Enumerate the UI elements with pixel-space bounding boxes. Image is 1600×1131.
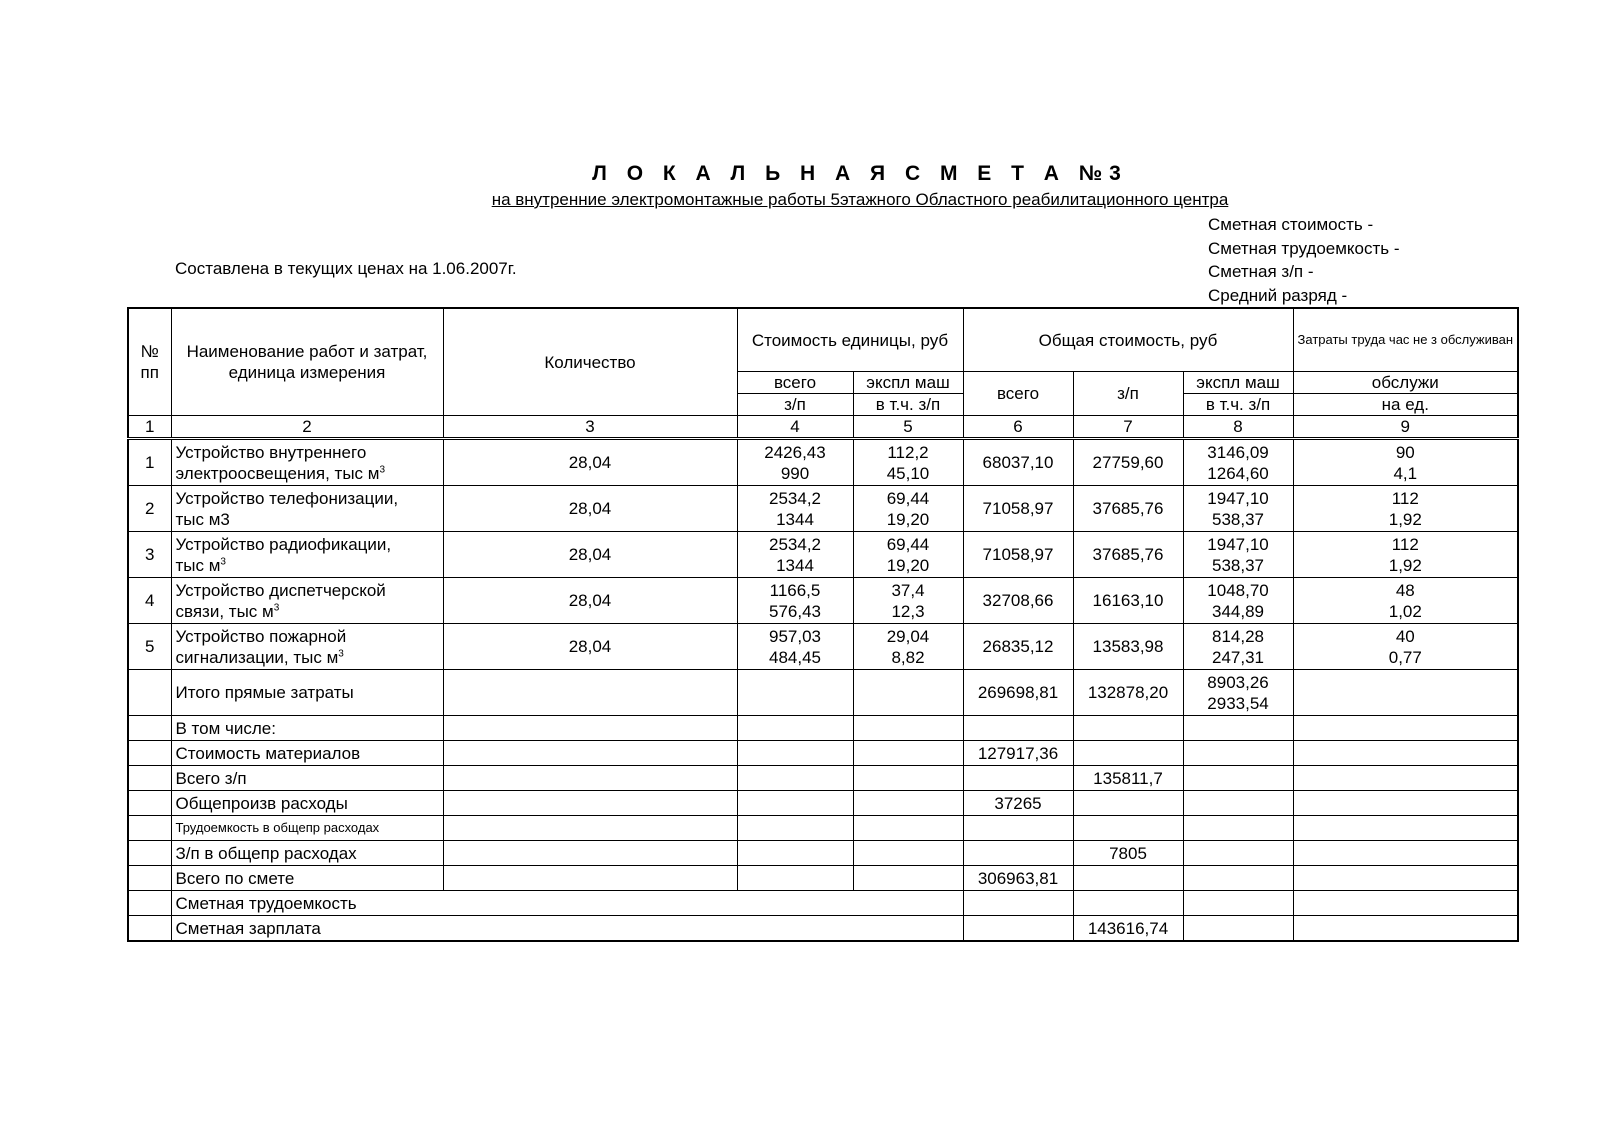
- row-labor-top: 112: [1391, 534, 1419, 554]
- row-name-superscript: 3: [220, 555, 226, 567]
- summary-empty: [1183, 816, 1293, 841]
- summary-empty: [1293, 816, 1518, 841]
- row-name: [171, 624, 443, 670]
- direct-total-all: 269698,81: [963, 670, 1073, 716]
- summary-empty: [853, 791, 963, 816]
- bottom-total-all: [963, 916, 1073, 942]
- bottom-empty: [1183, 891, 1293, 916]
- summary-row: [128, 841, 1518, 866]
- row-name: [171, 532, 443, 578]
- summary-wage: Сметная з/п -: [1208, 262, 1314, 281]
- row-labor-bottom: 0,77: [1388, 647, 1422, 667]
- row-total-ekspl-bottom: 538,37: [1212, 555, 1265, 575]
- header-total-ekspl: экспл маш: [1183, 372, 1293, 394]
- summary-empty: [443, 766, 737, 791]
- row-name-superscript: 3: [273, 601, 280, 613]
- summary-empty: [1183, 791, 1293, 816]
- row-unit-cost-bottom: 576,43: [769, 601, 821, 621]
- summary-empty: [737, 741, 853, 766]
- row-unit-cost: [737, 439, 853, 486]
- row-unit-ekspl: [853, 624, 963, 670]
- header-num: № пп: [128, 308, 171, 416]
- summary-empty: [1293, 866, 1518, 891]
- row-unit-cost: [737, 578, 853, 624]
- row-unit-cost-top: 2534,2: [769, 534, 821, 554]
- row-number: 2: [128, 486, 171, 532]
- row-name-line1: Устройство телефонизации,: [175, 488, 399, 508]
- summary-empty: [443, 716, 737, 741]
- table-row: [128, 578, 1518, 624]
- summary-empty: [1183, 716, 1293, 741]
- row-name: [171, 578, 443, 624]
- summary-empty: [1183, 866, 1293, 891]
- col-number: 2: [171, 416, 443, 439]
- summary-row: [128, 816, 1518, 841]
- header-name: Наименование работ и затрат, единица измерения: [171, 308, 443, 416]
- row-total-ekspl: [1183, 532, 1293, 578]
- row-labor-bottom: 1,92: [1388, 555, 1422, 575]
- summary-row: [128, 791, 1518, 816]
- summary-num: [128, 791, 171, 816]
- summary-empty: [737, 816, 853, 841]
- bottom-empty: [1293, 891, 1518, 916]
- summary-empty: [1183, 766, 1293, 791]
- row-unit-cost-bottom: 990: [780, 463, 810, 483]
- row-labor-top: 48: [1395, 580, 1415, 600]
- row-total-all: 71058,97: [963, 486, 1073, 532]
- row-name-superscript: 3: [379, 463, 386, 475]
- summary-total-zp: [1073, 741, 1183, 766]
- summary-total-zp: [1073, 716, 1183, 741]
- row-total-zp: 37685,76: [1073, 486, 1183, 532]
- row-name-line2: [176, 555, 439, 576]
- header-total-zp: з/п: [1073, 372, 1183, 416]
- bottom-empty: [1183, 916, 1293, 942]
- row-labor-top: 112: [1391, 488, 1419, 508]
- row-name-line1: Устройство пожарной: [175, 626, 347, 646]
- summary-empty: [443, 866, 737, 891]
- row-number: 5: [128, 624, 171, 670]
- bottom-row: [128, 916, 1518, 942]
- summary-row: [128, 866, 1518, 891]
- row-number: 3: [128, 532, 171, 578]
- summary-empty: [853, 841, 963, 866]
- row-name: [171, 439, 443, 486]
- row-total-ekspl-top: 814,28: [1212, 626, 1265, 646]
- summary-empty: [1183, 741, 1293, 766]
- row-name-line2: [176, 463, 439, 484]
- row-name-line1: Устройство радиофикации,: [175, 534, 392, 554]
- bottom-num: [128, 916, 171, 942]
- row-name-unit: электроосвещения, тыс м: [175, 463, 380, 483]
- header-obsl: обслужи: [1293, 372, 1518, 394]
- col-number: 8: [1183, 416, 1293, 439]
- row-total-ekspl: [1183, 624, 1293, 670]
- row-unit-ekspl-bottom: 8,82: [891, 647, 925, 667]
- row-total-ekspl: [1183, 486, 1293, 532]
- summary-num: [128, 866, 171, 891]
- summary-total-all: 306963,81: [963, 866, 1073, 891]
- row-name-line1: Устройство диспетчерской: [175, 580, 386, 600]
- row-unit-cost: [737, 624, 853, 670]
- direct-total-zp: 132878,20: [1073, 670, 1183, 716]
- summary-num: [128, 816, 171, 841]
- summary-num: [128, 741, 171, 766]
- row-total-ekspl-bottom: 247,31: [1212, 647, 1265, 667]
- row-unit-cost-top: 2534,2: [769, 488, 821, 508]
- row-name-superscript: 3: [338, 647, 344, 659]
- document-title: Л О К А Л Ь Н А Я С М Е Т А №3: [592, 162, 1128, 185]
- table-row: [128, 624, 1518, 670]
- bottom-empty: [1293, 916, 1518, 942]
- row-unit-cost: [737, 486, 853, 532]
- summary-total-all: [963, 766, 1073, 791]
- row-name-unit: тыс м: [175, 555, 221, 575]
- row-qty: 28,04: [443, 486, 737, 532]
- row-total-ekspl: [1183, 578, 1293, 624]
- summary-num: [128, 841, 171, 866]
- summary-empty: [853, 816, 963, 841]
- summary-label: Стоимость материалов: [171, 741, 443, 766]
- row-total-all: 26835,12: [963, 624, 1073, 670]
- col-number: 6: [963, 416, 1073, 439]
- summary-empty: [737, 716, 853, 741]
- row-total-ekspl: [1183, 439, 1293, 486]
- summary-empty: [737, 841, 853, 866]
- summary-empty: [1183, 841, 1293, 866]
- row-qty: 28,04: [443, 439, 737, 486]
- row-unit-ekspl-top: 37,4: [891, 580, 925, 600]
- row-unit-ekspl-top: 29,04: [886, 626, 930, 646]
- summary-empty: [853, 716, 963, 741]
- summary-total-all: [963, 816, 1073, 841]
- summary-empty: [443, 741, 737, 766]
- estimate-table-container: [127, 307, 1514, 959]
- row-unit-cost: [737, 532, 853, 578]
- row-total-all: 32708,66: [963, 578, 1073, 624]
- summary-total-all: 37265: [963, 791, 1073, 816]
- summary-empty: [853, 866, 963, 891]
- row-unit-ekspl-bottom: 19,20: [886, 509, 930, 529]
- summary-total-zp: 7805: [1073, 841, 1183, 866]
- row-unit-ekspl: [853, 439, 963, 486]
- row-unit-ekspl-bottom: 45,10: [886, 463, 930, 483]
- header-labor: Затраты труда час не з обслуживан: [1293, 308, 1518, 372]
- row-total-ekspl-top: 1947,10: [1207, 488, 1269, 508]
- row-total-ekspl-top: 3146,09: [1207, 442, 1269, 462]
- header-per-unit: на ед.: [1293, 394, 1518, 416]
- compiled-date: Составлена в текущих ценах на 1.06.2007г.: [175, 259, 517, 278]
- estimate-table: [127, 307, 1519, 942]
- direct-ekspl-value: 8903,26: [1207, 672, 1269, 692]
- row-labor-top: 40: [1395, 626, 1415, 646]
- summary-total-all: [963, 841, 1073, 866]
- col-number: 4: [737, 416, 853, 439]
- summary-empty: [1293, 741, 1518, 766]
- row-unit-ekspl-top: 112,2: [887, 442, 929, 462]
- summary-label: Общепроизв расходы: [171, 791, 443, 816]
- row-labor: [1293, 624, 1518, 670]
- row-total-ekspl-bottom: 344,89: [1212, 601, 1265, 621]
- col-number: 3: [443, 416, 737, 439]
- table-row: [128, 439, 1518, 486]
- bottom-label: Сметная зарплата: [171, 916, 963, 942]
- bottom-label: Сметная трудоемкость: [171, 891, 963, 916]
- summary-row: [128, 766, 1518, 791]
- summary-empty: [443, 841, 737, 866]
- row-total-ekspl-top: 1947,10: [1207, 534, 1269, 554]
- row-total-ekspl-bottom: 538,37: [1212, 509, 1265, 529]
- direct-costs-label: Итого прямые затраты: [171, 670, 443, 716]
- summary-empty: [443, 791, 737, 816]
- row-unit-ekspl-top: 69,44: [886, 488, 930, 508]
- row-unit-ekspl: [853, 486, 963, 532]
- header-unit-ekspl: экспл маш: [853, 372, 963, 394]
- row-labor: [1293, 532, 1518, 578]
- header-unit-zp: з/п: [737, 394, 853, 416]
- row-unit-ekspl-top: 69,44: [886, 534, 930, 554]
- row-unit-ekspl: [853, 578, 963, 624]
- header-total-incl-zp: в т.ч. з/п: [1183, 394, 1293, 416]
- row-name-line1: Устройство внутреннего: [175, 442, 367, 462]
- row-name-unit: тыс м3: [175, 509, 230, 529]
- summary-total-all: 127917,36: [963, 741, 1073, 766]
- row-unit-ekspl-bottom: 19,20: [886, 555, 930, 575]
- bottom-total-all: [963, 891, 1073, 916]
- bottom-total-zp: 143616,74: [1073, 916, 1183, 942]
- document-subtitle: на внутренние электромонтажные работы 5этажного Областного реабилитационного центра: [491, 190, 1229, 209]
- summary-num: [128, 716, 171, 741]
- row-total-all: 71058,97: [963, 532, 1073, 578]
- row-unit-cost-bottom: 1344: [776, 509, 814, 529]
- row-labor: [1293, 578, 1518, 624]
- row-total-zp: 37685,76: [1073, 532, 1183, 578]
- row-name-line2: [176, 647, 439, 668]
- row-number: 4: [128, 578, 171, 624]
- bottom-num: [128, 891, 171, 916]
- summary-total-zp: [1073, 866, 1183, 891]
- summary-block: [1208, 213, 1400, 307]
- summary-label: Всего по смете: [171, 866, 443, 891]
- row-total-zp: 27759,60: [1073, 439, 1183, 486]
- bottom-row: [128, 891, 1518, 916]
- col-number: 9: [1293, 416, 1518, 439]
- direct-ekspl-zp-value: 2933,54: [1207, 693, 1269, 713]
- row-total-zp: 16163,10: [1073, 578, 1183, 624]
- summary-total-zp: 135811,7: [1073, 766, 1183, 791]
- summary-total-zp: [1073, 816, 1183, 841]
- summary-row: [128, 741, 1518, 766]
- row-name-unit: связи, тыс м: [175, 601, 274, 621]
- summary-grade: Средний разряд -: [1208, 285, 1348, 305]
- row-unit-cost-bottom: 1344: [776, 555, 814, 575]
- summary-empty: [443, 816, 737, 841]
- row-number: 1: [128, 439, 171, 486]
- summary-empty: [1293, 766, 1518, 791]
- summary-empty: [853, 741, 963, 766]
- row-unit-ekspl: [853, 532, 963, 578]
- row-name-line2: [176, 509, 439, 530]
- header-unit-cost: Стоимость единицы, руб: [737, 308, 963, 372]
- row-total-ekspl-bottom: 1264,60: [1207, 463, 1269, 483]
- row-total-all: 68037,10: [963, 439, 1073, 486]
- row-labor-top: 90: [1395, 442, 1415, 462]
- summary-empty: [737, 791, 853, 816]
- row-qty: 28,04: [443, 624, 737, 670]
- direct-total-ekspl: [1183, 670, 1293, 716]
- row-name-line2: [176, 601, 439, 622]
- summary-label: Всего з/п: [171, 766, 443, 791]
- row-total-ekspl-top: 1048,70: [1207, 580, 1269, 600]
- row-unit-cost-bottom: 484,45: [769, 647, 821, 667]
- col-number: 5: [853, 416, 963, 439]
- row-qty: 28,04: [443, 532, 737, 578]
- summary-empty: [737, 866, 853, 891]
- row-total-zp: 13583,98: [1073, 624, 1183, 670]
- row-unit-ekspl-bottom: 12,3: [891, 601, 925, 621]
- summary-total-zp: [1073, 791, 1183, 816]
- summary-label: З/п в общепр расходах: [171, 841, 443, 866]
- summary-empty: [853, 766, 963, 791]
- header-total-cost: Общая стоимость, руб: [963, 308, 1293, 372]
- col-number: 7: [1073, 416, 1183, 439]
- row-name: [171, 486, 443, 532]
- summary-total-all: [963, 716, 1073, 741]
- summary-empty: [1293, 716, 1518, 741]
- row-unit-cost-top: 1166,5: [769, 580, 821, 600]
- row-labor: [1293, 439, 1518, 486]
- row-labor-bottom: 1,02: [1388, 601, 1422, 621]
- summary-empty: [737, 766, 853, 791]
- summary-label: Трудоемкость в общепр расходах: [171, 816, 443, 841]
- summary-labor: Сметная трудоемкость -: [1208, 238, 1400, 258]
- summary-row: [128, 716, 1518, 741]
- table-row: [128, 486, 1518, 532]
- summary-empty: [1293, 841, 1518, 866]
- row-unit-cost-top: 957,03: [769, 626, 821, 646]
- summary-cost: Сметная стоимость -: [1208, 215, 1374, 234]
- header-unit-incl-zp: в т.ч. з/п: [853, 394, 963, 416]
- row-labor-bottom: 4,1: [1393, 463, 1418, 483]
- summary-label: В том числе:: [171, 716, 443, 741]
- row-name-unit: сигнализации, тыс м: [175, 647, 339, 667]
- table-row: [128, 532, 1518, 578]
- header-unit-all: всего: [737, 372, 853, 394]
- summary-empty: [1293, 791, 1518, 816]
- row-labor-bottom: 1,92: [1388, 509, 1422, 529]
- summary-num: [128, 766, 171, 791]
- row-qty: 28,04: [443, 578, 737, 624]
- bottom-total-zp: [1073, 891, 1183, 916]
- col-number: 1: [128, 416, 171, 439]
- row-unit-cost-top: 2426,43: [764, 442, 826, 462]
- header-qty: Количество: [443, 308, 737, 416]
- row-labor: [1293, 486, 1518, 532]
- header-total-all: всего: [963, 372, 1073, 416]
